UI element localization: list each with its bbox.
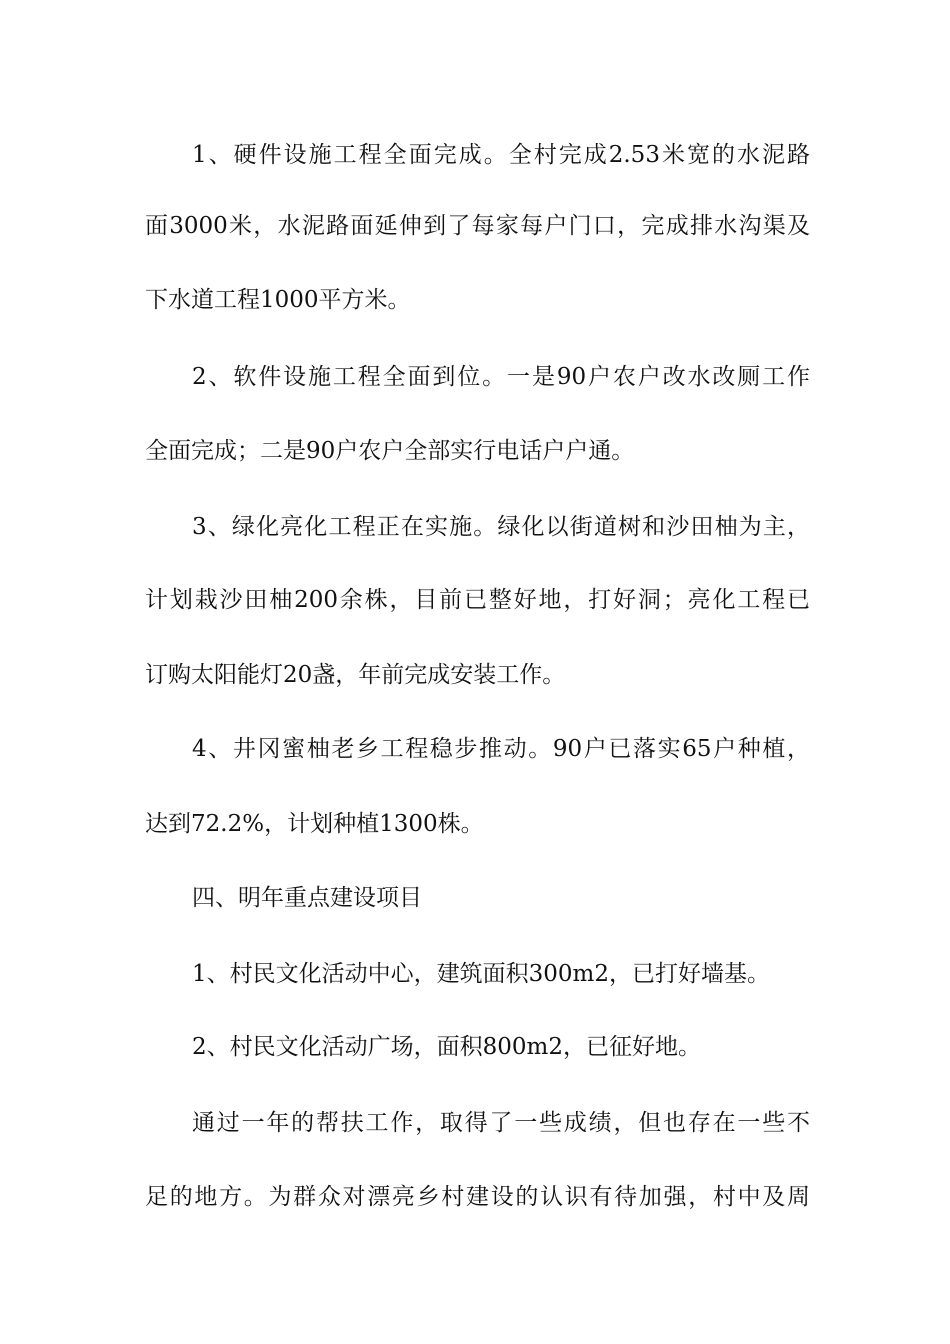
paragraph-3-line-1: 3、绿化亮化工程正在实施。绿化以街道树和沙田柚为主， <box>192 514 810 540</box>
paragraph-3-line-2: 计划栽沙田柚200余株，目前已整好地，打好洞；亮化工程已 <box>145 587 810 613</box>
paragraph-4-line-1: 4、井冈蜜柚老乡工程稳步推动。90户已落实65户种植， <box>192 736 810 762</box>
section-heading: 四、明年重点建设项目 <box>192 885 422 911</box>
paragraph-3-line-3: 订购太阳能灯20盏，年前完成安装工作。 <box>145 662 566 688</box>
paragraph-1-line-3: 下水道工程1000平方米。 <box>145 287 411 313</box>
paragraph-4-line-2: 达到72.2%，计划种植1300株。 <box>145 811 484 837</box>
project-item-2: 2、村民文化活动广场，面积800m2，已征好地。 <box>192 1034 701 1060</box>
paragraph-5-line-2: 足的地方。为群众对漂亮乡村建设的认识有待加强，村中及周 <box>145 1184 810 1210</box>
paragraph-1-line-1: 1、硬件设施工程全面完成。全村完成2.53米宽的水泥路 <box>192 142 810 168</box>
paragraph-2-line-2: 全面完成；二是90户农户全部实行电话户户通。 <box>145 438 635 464</box>
project-item-1: 1、村民文化活动中心，建筑面积300m2，已打好墙基。 <box>192 961 770 987</box>
paragraph-1-line-2: 面3000米，水泥路面延伸到了每家每户门口，完成排水沟渠及 <box>145 213 810 239</box>
paragraph-2-line-1: 2、软件设施工程全面到位。一是90户农户改水改厕工作 <box>192 364 810 390</box>
paragraph-5-line-1: 通过一年的帮扶工作，取得了一些成绩，但也存在一些不 <box>192 1110 810 1136</box>
